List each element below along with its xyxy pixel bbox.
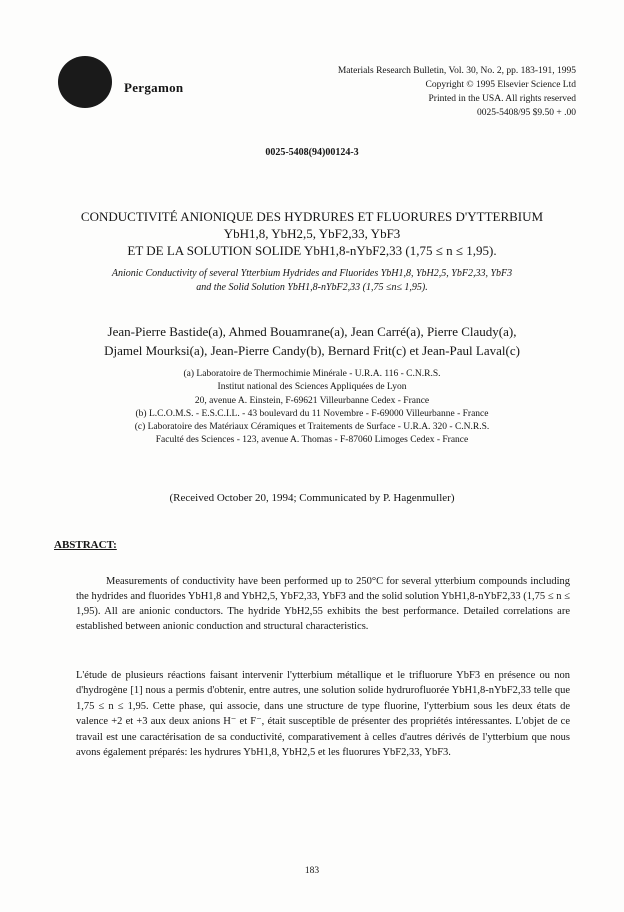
doi-code: 0025-5408(94)00124-3 [265,147,359,158]
page-number: 183 [304,866,320,876]
publisher-logo [58,56,112,108]
english-title-line: Anionic Conductivity of several Ytterbium Hydrides and Fluorides YbH1,8, YbH2,5, YbF2,33, YbF3 [111,268,513,279]
title-line: ET DE LA SOLUTION SOLIDE YbH1,8-nYbF2,33 (1,75 ≤ n ≤ 1,95). [127,243,497,258]
author-line: Jean-Pierre Bastide(a), Ahmed Bouamrane(a), Jean Carré(a), Pierre Claudy(a), [107,324,517,339]
body-paragraph: L'étude de plusieurs réactions faisant intervenir l'ytterbium métallique et le trifluorure YbF3 en présence ou non d'hydrogène [1] nous a permis d'obtenir, entre autres, une solution solide hydrurofluorée YbH1,8-nYbF2,33 telle que 1,75 ≤ n ≤ 1,95. Cette phase, qui associe, dans une structure de type fluorine, l'ytterbium sous les deux états de valence +2 et +3 aux deux anions H⁻ et F⁻, était susceptible de présenter des propriétés intéressantes. L'objet de ce travail est une caractérisation de sa conductivité, comparativement à celles d'autres dérivés de l'ytterbium que nous avons également préparés: les hydrures YbH1,8, YbH2,5 et les fluorures YbF2,33, YbF3. [76,670,570,759]
printed-line: Printed in the USA. All rights reserved [428,94,576,104]
title-line: CONDUCTIVITÉ ANIONIQUE DES HYDRURES ET FLUORURES D'YTTERBIUM [80,209,544,224]
affiliation-line: Faculté des Sciences - 123, avenue A. Thomas - F-87060 Limoges Cedex - France [155,435,469,446]
affiliation-line: Institut national des Sciences Appliquées de Lyon [217,382,407,393]
affiliation-line: 20, avenue A. Einstein, F-69621 Villeurbanne Cedex - France [194,395,430,406]
author-list [0,322,624,360]
abstract-text: Measurements of conductivity have been performed up to 250°C for several ytterbium compounds including the hydrides and fluorides YbH1,8 and YbH2,5, YbF2,33, YbF3 and the solid solution YbH1,8-nYbF2,33 (1,75 ≤ n ≤ 1,95). All are anionic conductors. The hydride YbH2,55 exhibits the best performance. Detailed correlations are established between anionic conduction and structural characteristics. [76,576,570,632]
affiliation-line: (b) L.C.O.M.S. - E.S.C.I.L. - 43 boulevard du 11 Novembre - F-69000 Villeurbanne - France [135,408,489,419]
affiliations [0,368,624,448]
english-title [70,267,554,295]
author-line: Djamel Mourksi(a), Jean-Pierre Candy(b), Bernard Frit(c) et Jean-Paul Laval(c) [104,343,520,358]
abstract-heading: ABSTRACT: [54,539,117,551]
affiliation-line: (c) Laboratoire des Matériaux Céramiques et Traitements de Surface - U.R.A. 320 - C.N.R.S. [134,422,490,433]
journal-info [338,64,576,120]
paper-title [0,208,624,259]
received-line: (Received October 20, 1994; Communicated by P. Hagenmuller) [169,492,455,504]
publisher-name: Pergamon [124,80,184,95]
price-code: 0025-5408/95 $9.50 + .00 [476,108,576,118]
copyright-line: Copyright © 1995 Elsevier Science Ltd [425,80,576,90]
english-title-line: and the Solid Solution YbH1,8-nYbF2,33 (1,75 ≤n≤ 1,95). [196,282,428,293]
affiliation-line: (a) Laboratoire de Thermochimie Minérale - U.R.A. 116 - C.N.R.S. [183,369,441,379]
journal-citation: Materials Research Bulletin, Vol. 30, No. 2, pp. 183-191, 1995 [337,66,576,76]
title-line: YbH1,8, YbH2,5, YbF2,33, YbF3 [223,226,401,241]
